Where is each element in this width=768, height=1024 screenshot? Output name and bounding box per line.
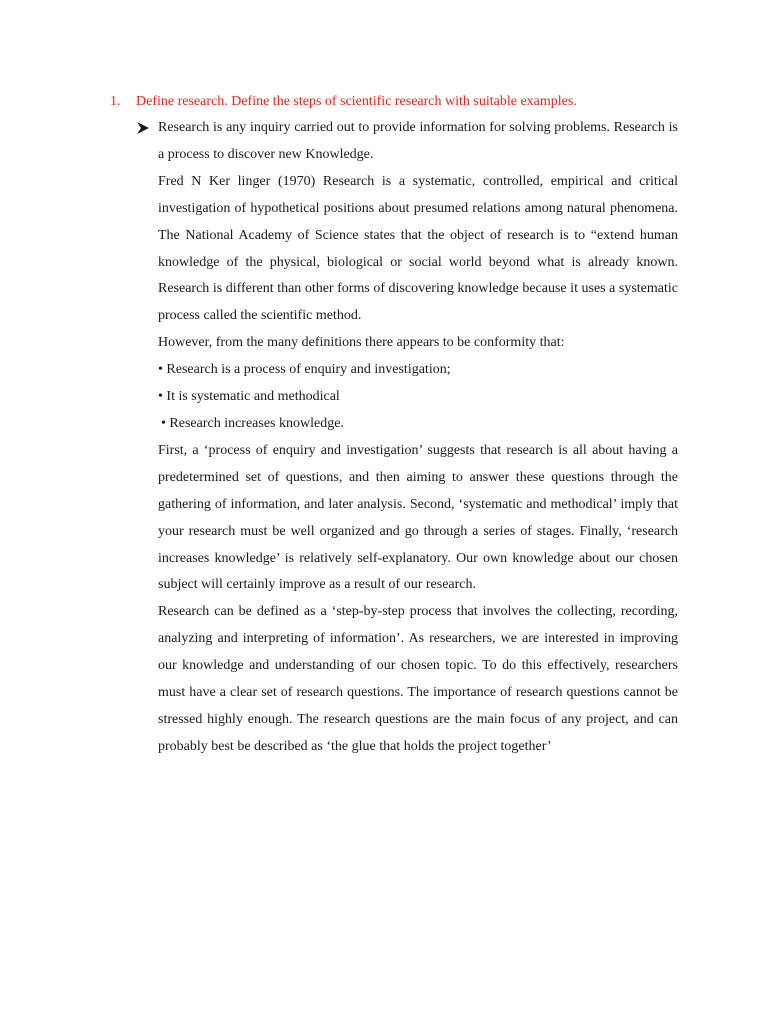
question-text: Define research. Define the steps of scientific research with suitable examples.	[136, 94, 577, 109]
bullet-item-2: • It is systematic and methodical	[158, 389, 340, 405]
answer-paragraph-2: Fred N Ker linger (1970) Research is a systematic, controlled, empirical and critical investigation of hypothetical positions about presumed relations among natural phenomena. The National Academy of Science states that the object of research is to “extend human knowledge of the physical, biological or social world beyond what is already known. Research is different than other forms of discovering knowledge because it uses a systematic process called the scientific method.	[158, 173, 678, 324]
answer-paragraph-3: However, from the many definitions there appears to be conformity that:	[158, 335, 565, 351]
answer-body	[158, 115, 678, 761]
bullet-item-3: • Research increases knowledge.	[161, 415, 344, 431]
bullet-item-1: • Research is a process of enquiry and investigation;	[158, 362, 451, 378]
answer-paragraph-5: Research can be defined as a ‘step-by-step process that involves the collecting, recording, analyzing and interpreting of information’. As researchers, we are interested in improving our knowledge and understanding of our chosen topic. To do this effectively, researchers must have a clear set of research questions. The importance of research questions cannot be stressed highly enough. The research questions are the main focus of any project, and can probably best be described as ‘the glue that holds the project together’	[158, 604, 678, 754]
question-heading	[110, 93, 577, 111]
answer-paragraph-4: First, a ‘process of enquiry and investigation’ suggests that research is all about having a predetermined set of questions, and then aiming to answer these questions through the gathering of information, and later analysis. Second, ‘systematic and methodical’ imply that your research must be well organized and go through a series of stages. Finally, ‘research increases knowledge’ is relatively self-explanatory. Our own knowledge about our chosen subject will certainly improve as a result of our research.	[158, 442, 678, 593]
question-number: 1.	[110, 94, 121, 109]
answer-paragraph-1: Research is any inquiry carried out to provide information for solving problems. Research is a process to discover new Knowledge.	[158, 120, 678, 162]
arrow-bullet-icon	[136, 121, 150, 135]
